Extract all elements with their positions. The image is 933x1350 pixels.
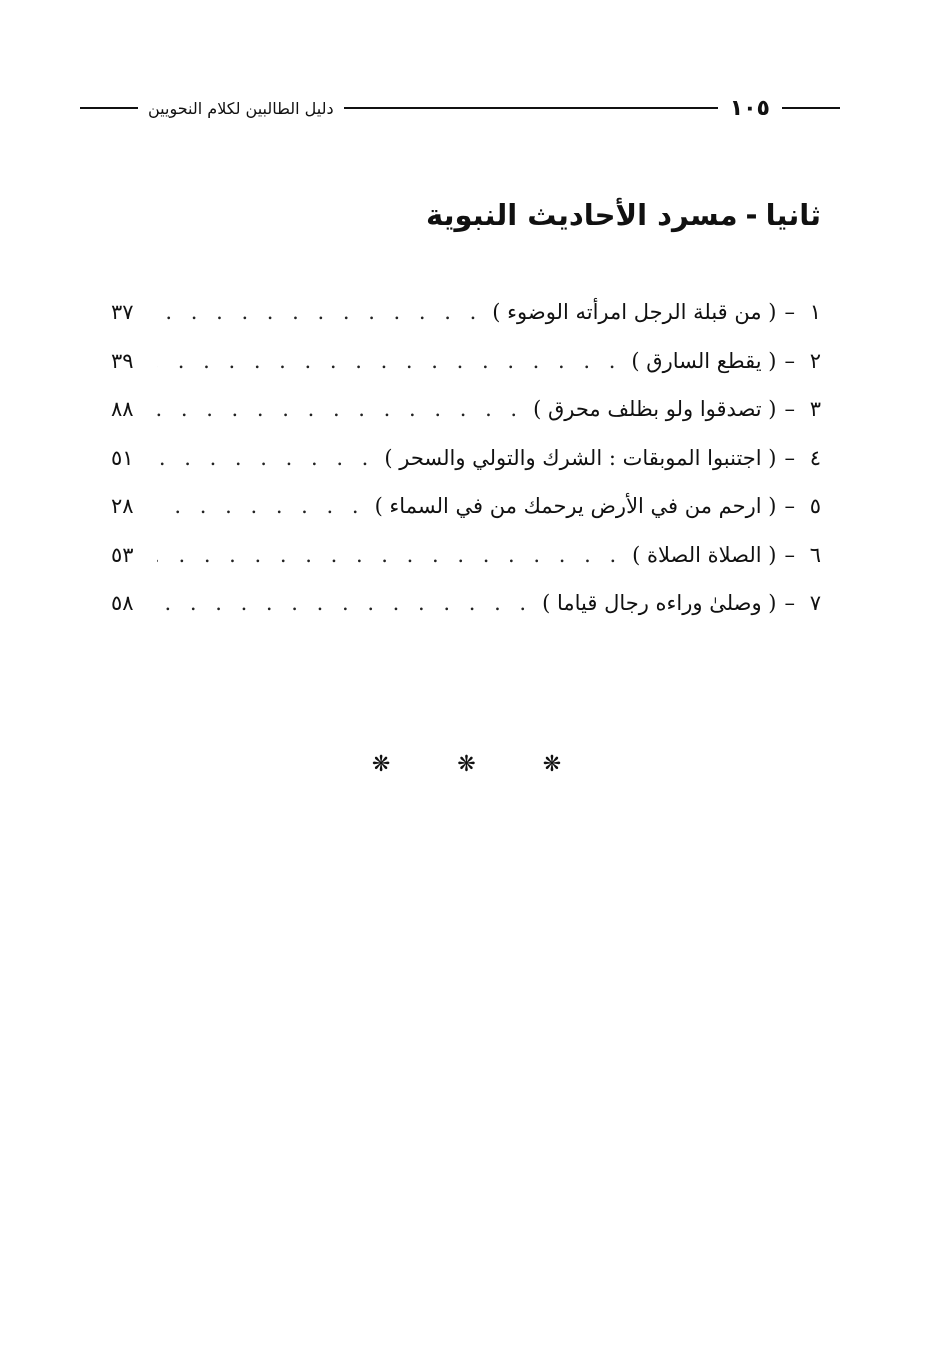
entry-page: ٣٩ — [111, 348, 134, 373]
entry-text: ( يقطع السارق ) — [631, 348, 777, 373]
entry-page: ٥٨ — [111, 591, 134, 615]
entry-text: ( ارحم من في الأرض يرحمك من في السماء ) — [374, 494, 777, 518]
section-heading — [426, 198, 821, 232]
entry-page: ٨٨ — [111, 397, 134, 421]
entry-text: ( اجتنبوا الموبقات : الشرك والتولي والسحر ) — [384, 445, 777, 470]
entry-text: ( وصلىٰ وراءه رجال قياما ) — [542, 591, 777, 615]
entry-number: ٣ — [809, 397, 821, 421]
leader-dots — [157, 494, 365, 518]
entry-text: ( الصلاة الصلاة ) — [632, 542, 777, 567]
running-header — [80, 90, 840, 126]
section-end-ornament — [0, 752, 933, 777]
entry-separator: – — [784, 542, 795, 567]
page-number: ١٠٥ — [729, 95, 770, 121]
entry-number: ٤ — [809, 445, 821, 470]
index-entry — [111, 300, 821, 349]
index-entry — [111, 494, 821, 543]
asterism-star-icon: ❋ — [371, 752, 391, 777]
entry-separator: – — [784, 348, 795, 373]
section-dash: - — [745, 198, 758, 232]
header-rule-middle — [344, 107, 718, 109]
entry-separator: – — [784, 397, 795, 421]
leader-dots — [157, 349, 621, 373]
index-entry — [111, 349, 821, 398]
leader-dots — [157, 591, 532, 615]
index-entry — [111, 591, 821, 640]
entry-page: ٥٣ — [111, 542, 134, 567]
header-rule-right — [782, 107, 840, 109]
leader-dots — [157, 543, 622, 567]
entry-separator: – — [784, 591, 795, 615]
index-entry — [111, 543, 821, 592]
section-label: ثانيا — [765, 198, 821, 232]
entry-number: ٥ — [809, 494, 821, 518]
index-entry — [111, 397, 821, 446]
entry-page: ٣٧ — [111, 300, 134, 324]
entry-separator: – — [784, 300, 795, 324]
entry-number: ٦ — [809, 542, 821, 567]
entry-text: ( تصدقوا ولو بظلف محرق ) — [533, 397, 777, 421]
entry-number: ٢ — [809, 348, 821, 373]
entry-page: ٥١ — [111, 445, 134, 470]
entry-text: ( من قبلة الرجل امرأته الوضوء ) — [492, 300, 777, 324]
entry-separator: – — [784, 445, 795, 470]
leader-dots — [157, 300, 482, 324]
section-title-text: مسرد الأحاديث النبوية — [426, 198, 738, 232]
entry-separator: – — [784, 494, 795, 518]
index-entry — [111, 446, 821, 495]
leader-dots — [157, 446, 374, 470]
hadith-index-list — [111, 300, 821, 640]
leader-dots — [157, 397, 523, 421]
entry-page: ٢٨ — [111, 494, 134, 518]
asterism-star-icon: ❋ — [457, 752, 476, 777]
entry-number: ٧ — [809, 591, 821, 615]
book-title: دليل الطالبين لكلام النحويين — [148, 98, 334, 118]
header-rule-left — [80, 107, 138, 109]
asterism-star-icon: ❋ — [542, 752, 562, 777]
entry-number: ١ — [809, 300, 821, 324]
